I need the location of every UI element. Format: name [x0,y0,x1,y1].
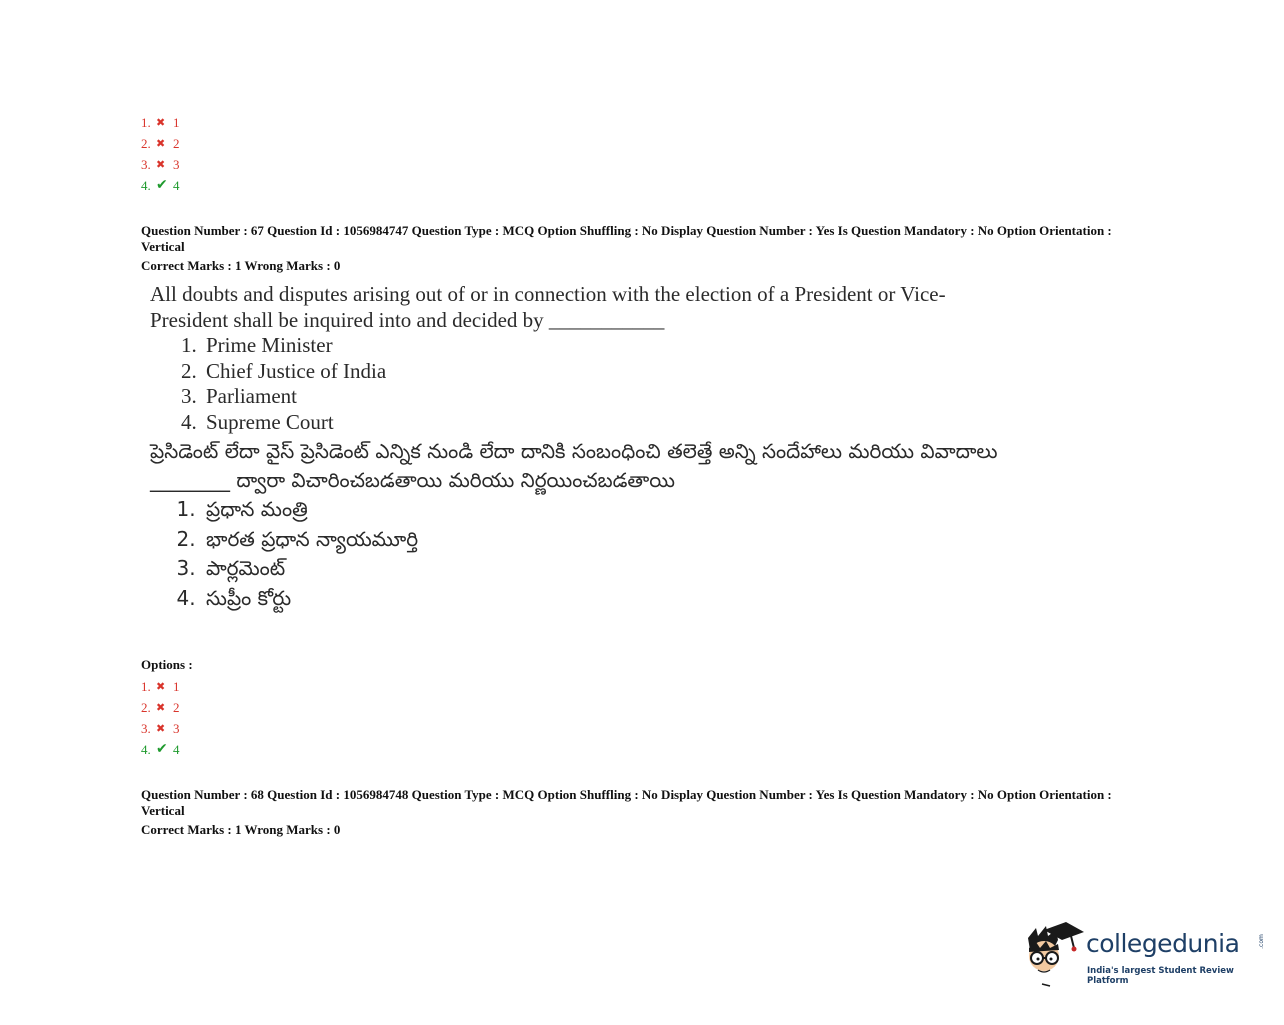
option-value: 2 [173,136,180,151]
question-options-telugu [150,495,1010,613]
option-value: 4 [173,178,180,193]
question-option: 4. సుప్రీం కోర్టు [202,584,1010,614]
option-number: 2. [141,136,151,151]
logo-com: .com [1257,934,1265,949]
question-marks: Correct Marks : 1 Wrong Marks : 0 [141,258,341,273]
option-row [141,718,180,739]
question-options-english [150,333,1010,435]
question-option: 3. పార్లమెంట్ [202,554,1010,584]
option-number: 4. [141,742,151,757]
option-row [141,676,180,697]
option-value: 2 [173,700,180,715]
question-option: 2. భారత ప్రధాన న్యాయమూర్తి [202,525,1010,555]
cross-icon: ✖ [156,722,166,735]
option-number: 2. [141,700,151,715]
option-value: 3 [173,157,180,172]
mascot-icon [1024,918,1086,988]
option-value: 1 [173,115,180,130]
option-value: 1 [173,679,180,694]
options-label: Options : [141,657,193,672]
collegedunia-logo[interactable] [1024,918,1264,988]
question-option: 2. Chief Justice of India [202,359,1010,385]
option-number: 3. [141,721,151,736]
cross-icon: ✖ [156,137,166,150]
cross-icon: ✖ [156,701,166,714]
question-meta: Question Number : 67 Question Id : 1056984747 Question Type : MCQ Option Shuffling : No Display Question Number : Yes Is Question Mandatory : No Option Orientation : Vertical [141,223,1112,254]
logo-tagline: India's largest Student Review Platform [1087,966,1234,986]
question-meta: Question Number : 68 Question Id : 1056984748 Question Type : MCQ Option Shuffling : No Display Question Number : Yes Is Question Mandatory : No Option Orientation : Vertical [141,787,1112,818]
check-icon: ✔ [156,741,168,757]
question-text-english: All doubts and disputes arising out of or in connection with the election of a President or Vice-President shall be inquired into and decided by ___________ [150,282,946,332]
question-option: 3. Parliament [202,384,1010,410]
cross-icon: ✖ [156,680,166,693]
question-text-telugu: ప్రెసిడెంట్ లేదా వైస్ ప్రెసిడెంట్ ఎన్నిక నుండి లేదా దానికి సంబంధించి తలెత్తే అన్ని సందేహాలు మరియు వివాదాలు ________ ద్వారా విచారించబడతాయి మరియు నిర్ణయించబడతాయి [150,439,998,492]
question-body [150,281,1010,613]
previous-question-options [141,112,180,196]
option-number: 3. [141,157,151,172]
logo-name: collegedunia [1086,929,1240,958]
question-option: 4. Supreme Court [202,410,1010,436]
question-option: 1. ప్రధాన మంత్రి [202,495,1010,525]
option-row [141,697,180,718]
option-value: 3 [173,721,180,736]
option-row [141,175,180,196]
option-value: 4 [173,742,180,757]
answer-options [141,676,180,760]
option-row [141,133,180,154]
cross-icon: ✖ [156,116,166,129]
option-row [141,154,180,175]
question-marks: Correct Marks : 1 Wrong Marks : 0 [141,822,341,837]
option-row [141,112,180,133]
question-option: 1. Prime Minister [202,333,1010,359]
option-row [141,739,180,760]
option-number: 1. [141,679,151,694]
cross-icon: ✖ [156,158,166,171]
option-number: 1. [141,115,151,130]
check-icon: ✔ [156,177,168,193]
option-number: 4. [141,178,151,193]
